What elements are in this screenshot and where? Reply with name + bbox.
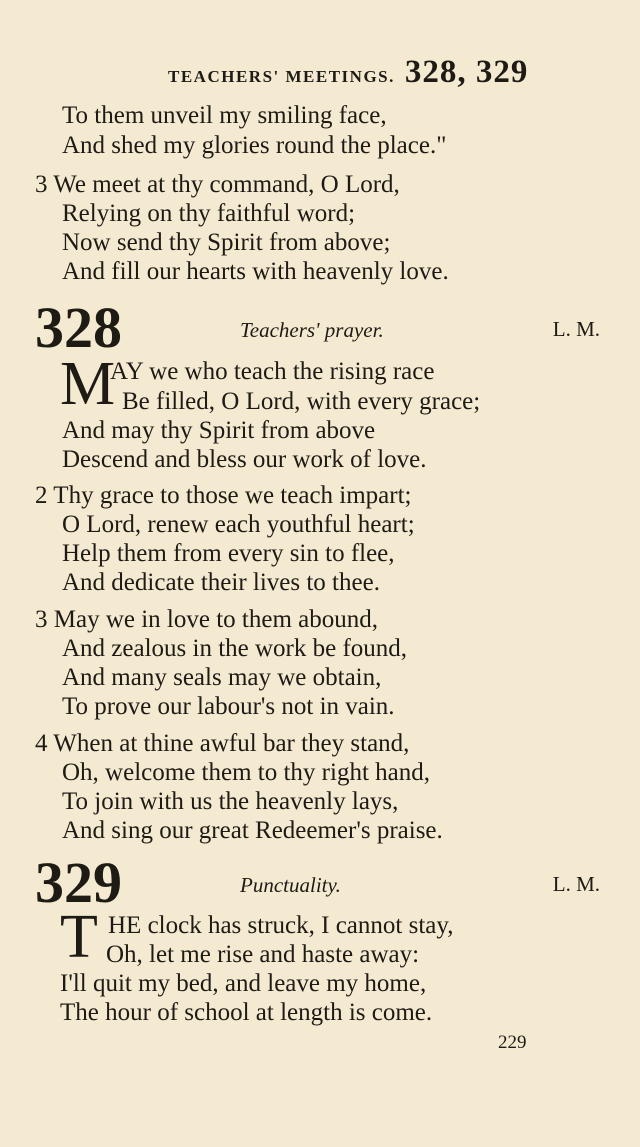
verse-line: HE clock has struck, I cannot stay,	[108, 912, 454, 939]
verse-line: And shed my glories round the place."	[62, 132, 447, 159]
verse-line: 4 When at thine awful bar they stand,	[35, 730, 410, 757]
verse-line: And many seals may we obtain,	[62, 664, 382, 691]
verse-line: And dedicate their lives to thee.	[62, 569, 380, 596]
verse-line: To them unveil my smiling face,	[62, 102, 387, 129]
hymn-meter: L. M.	[552, 872, 600, 896]
page-number: 229	[498, 1032, 527, 1053]
verse-line: And zealous in the work be found,	[62, 635, 408, 662]
hymn-title: Punctuality.	[240, 873, 341, 897]
verse-line: 3 May we in love to them abound,	[35, 606, 378, 633]
hymn-title: Teachers' prayer.	[240, 318, 384, 342]
verse-line: And fill our hearts with heavenly love.	[62, 258, 449, 285]
verse-line: 2 Thy grace to those we teach impart;	[35, 482, 412, 509]
verse-line: And sing our great Redeemer's praise.	[62, 817, 443, 844]
hymn-number: 328	[35, 295, 122, 360]
verse-line: To prove our labour's not in vain.	[62, 693, 395, 720]
verse-line: And may thy Spirit from above	[62, 417, 376, 444]
hymn-meter: L. M.	[552, 317, 600, 341]
running-head-hymn-numbers: 328, 329	[404, 54, 529, 90]
drop-cap: M	[60, 350, 116, 418]
verse-line: I'll quit my bed, and leave my home,	[60, 970, 427, 997]
verse-line: Descend and bless our work of love.	[62, 446, 427, 473]
hymn-328-heading	[35, 295, 600, 360]
verse-line: 3 We meet at thy command, O Lord,	[35, 171, 400, 198]
verse-line: Help them from every sin to flee,	[62, 540, 395, 567]
hymn-329-heading	[35, 850, 600, 915]
verse-line: Now send thy Spirit from above;	[62, 229, 391, 256]
verse-line: O Lord, renew each youthful heart;	[62, 511, 415, 538]
verse-line: The hour of school at length is come.	[60, 999, 433, 1026]
verse-line: AY we who teach the rising race	[110, 358, 435, 385]
verse-line: To join with us the heavenly lays,	[62, 788, 399, 815]
drop-cap: T	[60, 903, 98, 971]
verse-line: Oh, let me rise and haste away:	[106, 941, 420, 968]
hymn-number: 329	[35, 850, 122, 915]
running-head	[168, 54, 600, 91]
verse-line: Relying on thy faithful word;	[62, 200, 356, 227]
verse-line: Oh, welcome them to thy right hand,	[62, 759, 430, 786]
running-head-title: TEACHERS' MEETINGS.	[168, 67, 395, 86]
verse-line: Be filled, O Lord, with every grace;	[122, 388, 481, 415]
